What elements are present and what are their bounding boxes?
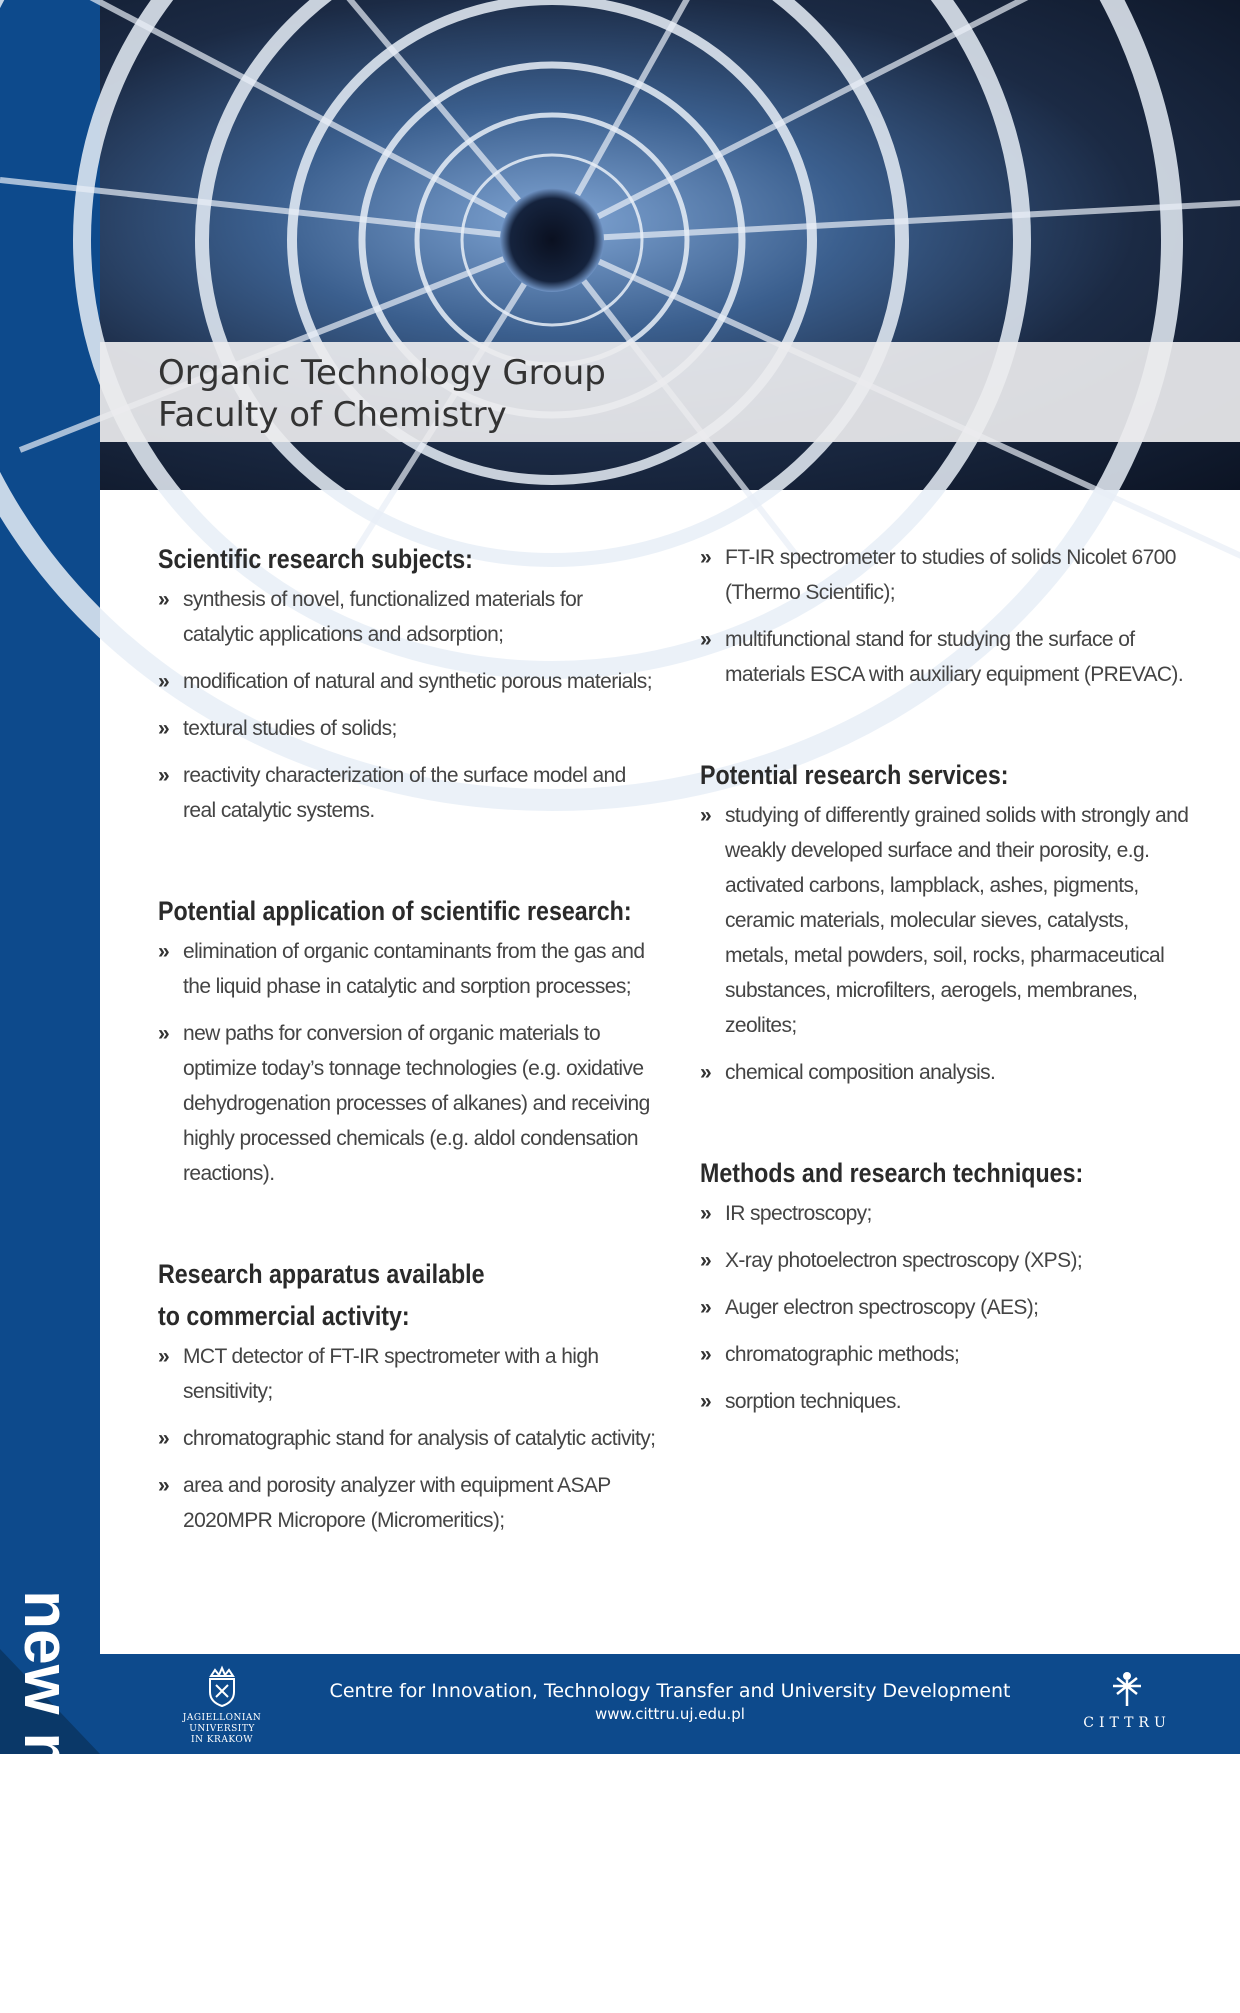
hero-image — [100, 0, 1240, 490]
bullet-icon: » — [158, 670, 170, 693]
list-item: » multifunctional stand for studying the surface of materials ESCA with auxiliary equipment (PREVAC). — [700, 622, 1190, 692]
bullet-icon: » — [700, 546, 712, 569]
side-category-label: new materials — [11, 1590, 83, 2013]
list-item: » elimination of organic contaminants from the gas and the liquid phase in catalytic and sorption processes; — [158, 934, 658, 1004]
list-item: » textural studies of solids; — [158, 711, 658, 746]
left-column — [158, 540, 658, 1602]
list-item: » chemical composition analysis. — [700, 1055, 1190, 1090]
star-figure-icon — [1107, 1668, 1147, 1708]
list-item: » synthesis of novel, functionalized materials for catalytic applications and adsorption; — [158, 582, 658, 652]
page-title-line1: Organic Technology Group — [158, 353, 606, 393]
cittru-wordmark: CITTRU — [1083, 1715, 1171, 1731]
list-item: » modification of natural and synthetic porous materials; — [158, 664, 658, 699]
section-potential-application — [158, 892, 658, 1191]
section-title: Potential application of scientific research: — [158, 896, 632, 926]
section-title-line2: to commercial activity: — [158, 1301, 410, 1331]
list-item: » FT-IR spectrometer to studies of solids Nicolet 6700 (Thermo Scientific); — [700, 540, 1190, 610]
bullet-icon: » — [158, 717, 170, 740]
bullet-icon: » — [158, 764, 170, 787]
bullet-icon: » — [700, 1061, 712, 1084]
bullet-icon: » — [700, 1390, 712, 1413]
list-item: » reactivity characterization of the surface model and real catalytic systems. — [158, 758, 658, 828]
uj-name-line2: IN KRAKOW — [191, 1735, 253, 1745]
bullet-icon: » — [700, 1202, 712, 1225]
bullet-icon: » — [700, 804, 712, 827]
uj-name-line1: JAGIELLONIAN UNIVERSITY — [182, 1713, 262, 1734]
section-research-subjects — [158, 540, 658, 828]
centre-name: Centre for Innovation, Technology Transfer and University Development — [329, 1680, 1011, 1702]
footer-center — [100, 1678, 1240, 1724]
list-item: » IR spectroscopy; — [700, 1196, 1190, 1231]
list-item: » Auger electron spectroscopy (AES); — [700, 1290, 1190, 1325]
list-item: » X-ray photoelectron spectroscopy (XPS); — [700, 1243, 1190, 1278]
page-title-line2: Faculty of Chemistry — [158, 395, 507, 435]
bullet-icon: » — [700, 628, 712, 651]
bullet-icon: » — [158, 1345, 170, 1368]
cittru-logo — [1072, 1668, 1182, 1731]
list-item: » chromatographic methods; — [700, 1337, 1190, 1372]
list-item: » MCT detector of FT-IR spectrometer with a high sensitivity; — [158, 1339, 658, 1409]
section-title: Methods and research techniques: — [700, 1158, 1084, 1188]
section-methods — [700, 1154, 1190, 1419]
bullet-icon: » — [700, 1249, 712, 1272]
list-item: » studying of differently grained solids with strongly and weakly developed surface and their porosity, e.g. activated carbons, lampblack, ashes, pigments, ceramic materials, molecular sieves, catalysts, metals, metal powders, soil, rocks, pharmaceutical substances, microfilters, aerogels, membranes, zeolites; — [700, 798, 1190, 1043]
section-apparatus-continued — [700, 540, 1190, 692]
bullet-icon: » — [700, 1343, 712, 1366]
section-research-services — [700, 756, 1190, 1090]
section-title: Scientific research subjects: — [158, 544, 473, 574]
bullet-icon: » — [158, 588, 170, 611]
section-title-line1: Research apparatus available — [158, 1259, 485, 1289]
list-item: » chromatographic stand for analysis of catalytic activity; — [158, 1421, 658, 1456]
section-title: Potential research services: — [700, 760, 1009, 790]
bullet-icon: » — [158, 1022, 170, 1045]
page-title — [158, 352, 606, 436]
list-item: » area and porosity analyzer with equipment ASAP 2020MPR Micropore (Micromeritics); — [158, 1468, 658, 1538]
bullet-icon: » — [700, 1296, 712, 1319]
website-link[interactable]: www.cittru.uj.edu.pl — [595, 1705, 745, 1723]
bullet-icon: » — [158, 940, 170, 963]
footer — [100, 1654, 1240, 1754]
list-item: » sorption techniques. — [700, 1384, 1190, 1419]
bullet-icon: » — [158, 1474, 170, 1497]
bullet-icon: » — [158, 1427, 170, 1450]
list-item: » new paths for conversion of organic materials to optimize today’s tonnage technologies (e.g. oxidative dehydrogenation processes of alkanes) and receiving highly processed chemicals (e.g. aldol condensation reactions). — [158, 1016, 658, 1191]
section-research-apparatus — [158, 1255, 658, 1538]
right-column — [700, 540, 1190, 1483]
